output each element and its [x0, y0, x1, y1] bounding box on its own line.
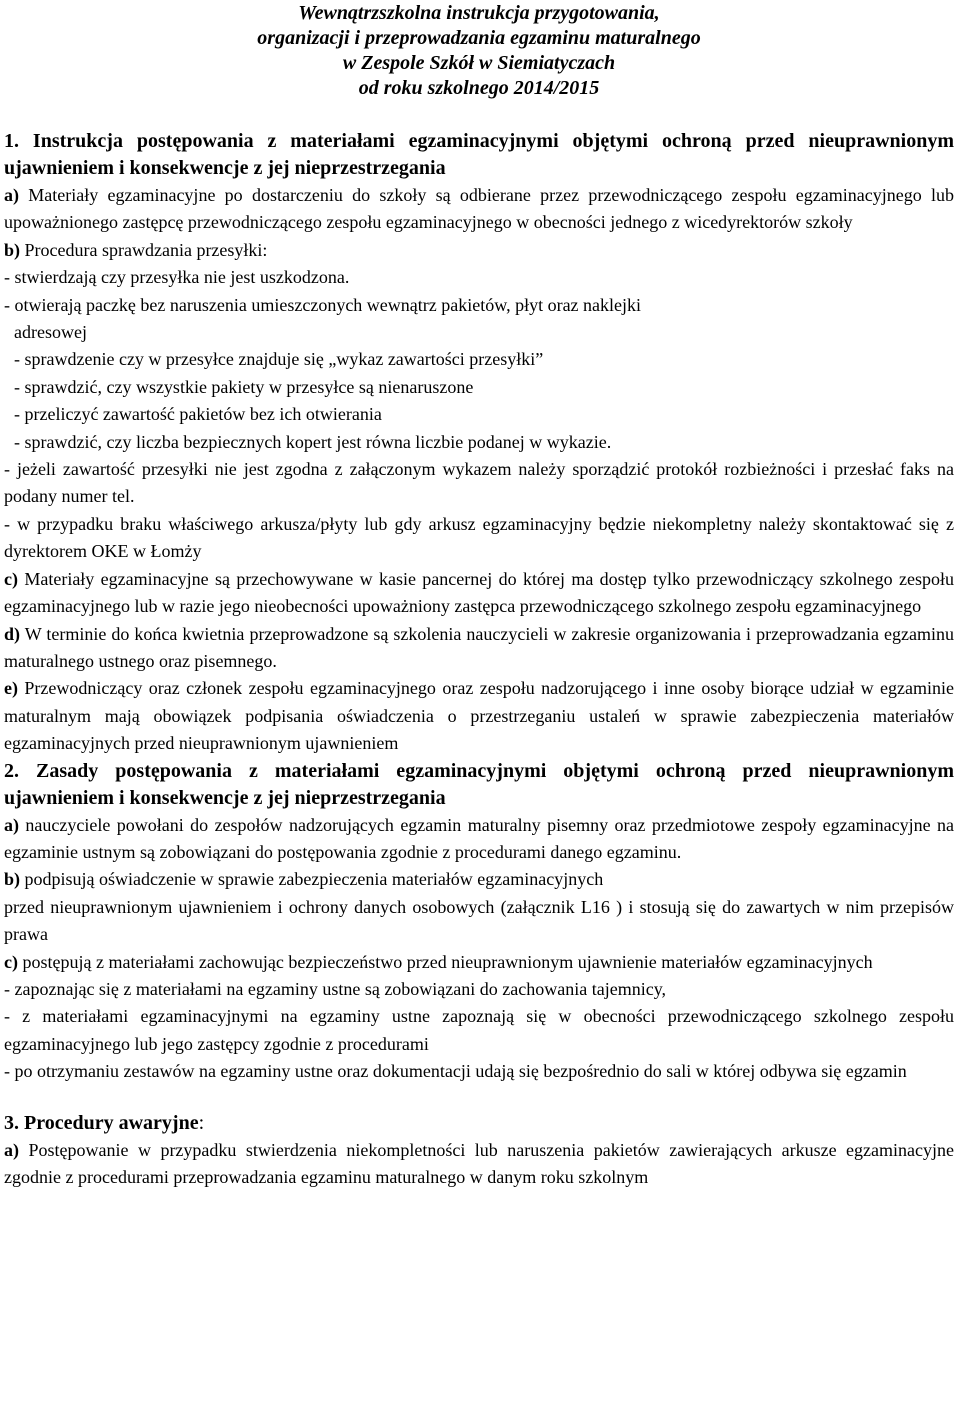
- item-label: c): [4, 951, 18, 972]
- list-item: - sprawdzić, czy wszystkie pakiety w przesyłce są nienaruszone: [14, 376, 474, 397]
- list-item: - sprawdzenie czy w przesyłce znajduje się „wykaz zawartości przesyłki”: [14, 349, 544, 370]
- list-item: - z materiałami egzaminacyjnymi na egzaminy ustne zapoznają się w obecności przewodniczącego szkolnego zespołu egzaminacyjnego lub jego zastępcy zgodnie z procedurami: [4, 1006, 954, 1054]
- title-line: w Zespole Szkół w Siemiatyczach: [342, 52, 616, 74]
- item-label: b): [4, 239, 21, 260]
- item-text: Materiały egzaminacyjne są przechowywane w kasie pancernej do której ma dostęp tylko przewodniczący szkolnego zespołu egzaminacyjnego lub w razie jego nieobecności upoważniony zastępca przewodniczącego szkolnego zespołu egzaminacyjnego: [4, 568, 954, 617]
- document-title: [4, 0, 954, 101]
- item-label: a): [4, 814, 19, 835]
- list-item: - zapoznając się z materiałami na egzaminy ustne są zobowiązani do zachowania tajemnicy,: [4, 978, 667, 999]
- item-label: b): [4, 869, 21, 890]
- item-label: c): [4, 568, 18, 589]
- item-text: Postępowanie w przypadku stwierdzenia niekompletności lub naruszenia pakietów zawierających arkusze egzaminacyjne zgodnie z procedurami przeprowadzania egzaminu maturalnego w danym roku szkolnym: [4, 1139, 954, 1187]
- section-3-colon: :: [198, 1111, 205, 1134]
- item-label: a): [4, 1139, 19, 1160]
- title-line: organizacji i przeprowadzania egzaminu maturalnego: [257, 27, 701, 49]
- section-1-item-d: [4, 621, 954, 676]
- item-text: nauczyciele powołani do zespołów nadzorujących egzamin maturalny pisemny oraz przedmiotowe zespoły egzaminacyjne na egzaminie ustnym są zobowiązani do postępowania zgodnie z procedurami danego egzaminu.: [4, 814, 954, 862]
- section-3-heading: [4, 1110, 954, 1137]
- item-text: podpisują oświadczenie w sprawie zabezpieczenia materiałów egzaminacyjnych: [20, 869, 604, 890]
- item-text: Procedura sprawdzania przesyłki:: [20, 239, 268, 260]
- section-2-item-a: [4, 812, 954, 867]
- section-2-heading: 2. Zasady postępowania z materiałami egzaminacyjnymi objętymi ochroną przed nieuprawnionym ujawnieniem i konsekwencje z jej nieprzestrzegania: [4, 759, 954, 809]
- list-item: - otwierają paczkę bez naruszenia umieszczonych wewnątrz pakietów, płyt oraz naklejki: [4, 294, 642, 315]
- list-item: - stwierdzają czy przesyłka nie jest uszkodzona.: [4, 267, 350, 288]
- item-label: a): [4, 185, 19, 205]
- section-3-item-a: [4, 1137, 954, 1192]
- list-item: adresowej: [14, 322, 87, 343]
- title-line: Wewnątrzszkolna instrukcja przygotowania,: [298, 2, 660, 24]
- item-label: d): [4, 623, 21, 644]
- item-text: W terminie do końca kwietnia przeprowadzone są szkolenia nauczycieli w zakresie organizowania i przeprowadzania egzaminu maturalnego ustnego oraz pisemnego.: [4, 623, 954, 671]
- title-line: od roku szkolnego 2014/2015: [358, 77, 600, 99]
- item-text: postępują z materiałami zachowując bezpieczeństwo przed nieuprawnionym ujawnienie materiałów egzaminacyjnych: [17, 951, 873, 972]
- item-text: Przewodniczący oraz członek zespołu egzaminacyjnego oraz zespołu nadzorującego i inne osoby biorące udział w egzaminie maturalnym mają obowiązek podpisania oświadczenia o przestrzeganiu ustaleń w sprawie zabezpieczenia materiałów egzaminacyjnych przed nieuprawnionym ujawnieniem: [4, 678, 954, 754]
- list-item: przed nieuprawnionym ujawnieniem i ochrony danych osobowych (załącznik L16 ) i stosują się do zawartych w nim przepisów prawa: [4, 896, 954, 945]
- section-1-item-e: [4, 675, 954, 757]
- section-1-heading: 1. Instrukcja postępowania z materiałami egzaminacyjnymi objętymi ochroną przed nieuprawnionym ujawnieniem i konsekwencje z jej nieprzestrzegania: [4, 130, 954, 179]
- section-1-item-b: [4, 237, 954, 264]
- item-text: Materiały egzaminacyjne po dostarczeniu do szkoły są odbierane przez przewodniczącego zespołu egzaminacyjnego lub upoważnionego zastępcę przewodniczącego zespołu egzaminacyjnego w obecności jednego z wicedyrektorów szkoły: [4, 185, 954, 233]
- section-2-item-c: [4, 949, 954, 976]
- section-1-item-c: [4, 566, 954, 621]
- item-label: e): [4, 678, 18, 699]
- section-2-item-b: [4, 866, 954, 893]
- list-item: - w przypadku braku właściwego arkusza/płyty lub gdy arkusz egzaminacyjny będzie niekompletny należy skontaktować się z dyrektorem OKE w Łomży: [4, 513, 954, 562]
- list-item: - przeliczyć zawartość pakietów bez ich otwierania: [14, 404, 382, 425]
- list-item: - jeżeli zawartość przesyłki nie jest zgodna z załączonym wykazem należy sporządzić protokół rozbieżności i przesłać faks na podany numer tel.: [4, 459, 954, 507]
- section-3-title: 3. Procedury awaryjne: [4, 1111, 199, 1134]
- section-1-item-a: [4, 182, 954, 237]
- list-item: - sprawdzić, czy liczba bezpiecznych kopert jest równa liczbie podanej w wykazie.: [14, 431, 612, 452]
- list-item: - po otrzymaniu zestawów na egzaminy ustne oraz dokumentacji udają się bezpośrednio do sali w której odbywa się egzamin: [4, 1061, 907, 1082]
